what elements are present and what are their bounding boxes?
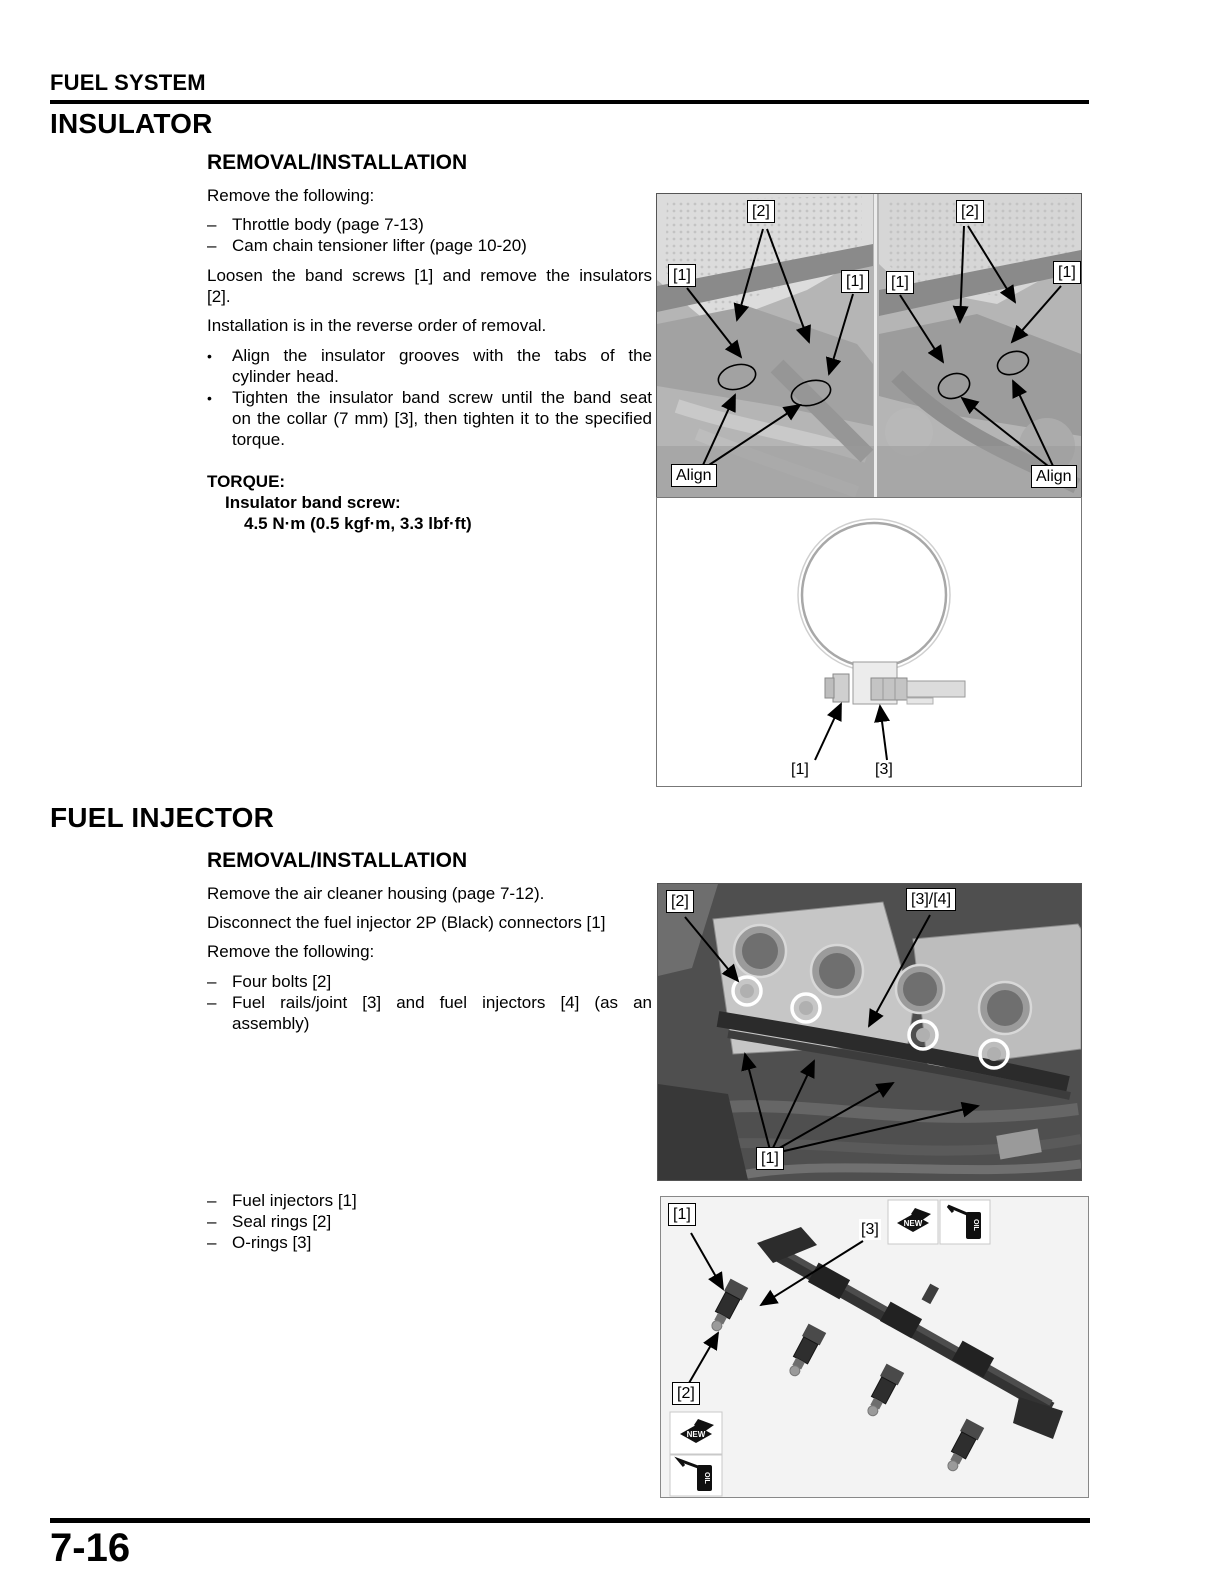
- callout-label-1: [1]: [886, 271, 914, 294]
- band-clamp-illustration: [657, 498, 1081, 786]
- list-item-text: O-rings [3]: [232, 1233, 312, 1252]
- paragraph: Remove the air cleaner housing (page 7-12).: [207, 884, 545, 903]
- section-header: FUEL SYSTEM: [50, 70, 206, 95]
- insulator-photo-illustration: [657, 194, 1081, 498]
- list-item-text: Throttle body (page 7-13): [232, 215, 424, 234]
- oil-icon: [670, 1455, 722, 1496]
- insulator-heading: INSULATOR: [50, 108, 213, 139]
- callout-label-1: [1]: [668, 1203, 696, 1226]
- align-label: Align: [671, 464, 717, 487]
- dash-marker: –: [207, 236, 217, 255]
- note-item: [207, 387, 652, 450]
- dash-marker: –: [207, 972, 217, 991]
- torque-value: 4.5 N·m (0.5 kgf·m, 3.3 lbf·ft): [244, 514, 472, 533]
- insulator-text-column: [207, 152, 652, 534]
- injector-assembly-illustration: [661, 1197, 1088, 1497]
- list-item: [207, 1232, 652, 1253]
- figure-band-screw-collar: [656, 497, 1082, 787]
- notes-list: [207, 345, 652, 450]
- footer-rule: [50, 1518, 1090, 1523]
- dash-marker: –: [207, 993, 217, 1012]
- callout-label-3: [3]: [875, 761, 893, 778]
- procedure-heading: REMOVAL/INSTALLATION: [207, 849, 468, 872]
- new-part-icon: [670, 1412, 722, 1454]
- new-part-icon: [888, 1200, 938, 1244]
- callout-label-1: [1]: [668, 264, 696, 287]
- callout-label-1: [1]: [756, 1147, 784, 1170]
- band-clamp: [798, 519, 965, 704]
- list-item-text: Fuel injectors [1]: [232, 1191, 357, 1210]
- oil-icon: [940, 1200, 990, 1244]
- callout-label-2: [2]: [666, 890, 694, 913]
- list-item: [207, 992, 652, 1034]
- dash-marker: –: [207, 215, 217, 234]
- fuel-injectors: [706, 1279, 985, 1475]
- injector-parts-list: [207, 1190, 652, 1253]
- header-rule: [50, 100, 1089, 104]
- callout-label-2: [2]: [672, 1382, 700, 1405]
- bullet-marker: •: [207, 348, 212, 364]
- list-item-text: Cam chain tensioner lifter (page 10-20): [232, 236, 527, 255]
- dash-marker: –: [207, 1233, 217, 1252]
- callout-arrows: [815, 704, 887, 760]
- svg-text:OIL: OIL: [972, 1219, 979, 1231]
- list-item: [207, 214, 652, 235]
- paragraph: Remove the following:: [207, 942, 375, 961]
- svg-text:NEW: NEW: [686, 1430, 706, 1439]
- torque-heading: TORQUE:: [207, 472, 286, 491]
- list-item-text: Four bolts [2]: [232, 972, 332, 991]
- page-number: 7-16: [50, 1526, 131, 1570]
- callout-label-3-4: [3]/[4]: [906, 888, 956, 911]
- callout-label-2: [2]: [956, 200, 984, 223]
- paragraph: Disconnect the fuel injector 2P (Black) connectors [1]: [207, 913, 606, 932]
- callout-label-1: [1]: [791, 761, 809, 778]
- dash-marker: –: [207, 1191, 217, 1210]
- remove-list: [207, 214, 652, 256]
- note-text: Align the insulator grooves with the tabs of the cylinder head.: [232, 346, 652, 386]
- figure-insulator-band-screws: [656, 193, 1082, 499]
- callout-label-1: [1]: [841, 270, 869, 293]
- figure-fuel-injector-location: [657, 883, 1082, 1181]
- paragraph: Loosen the band screws [1] and remove the insulators [2].: [207, 266, 652, 306]
- procedure-heading: REMOVAL/INSTALLATION: [207, 151, 468, 174]
- figure-injector-assembly: [660, 1196, 1089, 1498]
- list-item-text: Seal rings [2]: [232, 1212, 332, 1231]
- photo-background: [657, 194, 1081, 498]
- torque-spec: [207, 471, 652, 534]
- align-label: Align: [1031, 465, 1077, 488]
- fuel-injector-heading: FUEL INJECTOR: [50, 802, 275, 833]
- list-item: [207, 235, 652, 256]
- torque-item: Insulator band screw:: [225, 493, 401, 512]
- paragraph: Installation is in the reverse order of removal.: [207, 316, 547, 335]
- paragraph: Remove the following:: [207, 186, 375, 205]
- list-item: [207, 1190, 652, 1211]
- callout-label-2: [2]: [747, 200, 775, 223]
- note-item: [207, 345, 652, 387]
- list-item-text: Fuel rails/joint [3] and fuel injectors [4] (as an assembly): [232, 993, 652, 1033]
- fuel-injector-text-column: [207, 850, 652, 1034]
- fuel-rail: [757, 1227, 1063, 1439]
- svg-text:OIL: OIL: [703, 1472, 710, 1484]
- dash-marker: –: [207, 1212, 217, 1231]
- svg-text:NEW: NEW: [903, 1219, 923, 1228]
- throttle-body-photo-illustration: [658, 884, 1081, 1180]
- callout-label-3: [3]: [861, 1221, 879, 1238]
- note-text: Tighten the insulator band screw until the band seat on the collar (7 mm) [3], then tighten it to the specified torque.: [232, 388, 652, 449]
- callout-label-1: [1]: [1053, 261, 1081, 284]
- list-item: [207, 1211, 652, 1232]
- list-item: [207, 971, 652, 992]
- bullet-marker: •: [207, 390, 212, 406]
- photo-background: [658, 884, 1081, 1180]
- remove-list: [207, 971, 652, 1034]
